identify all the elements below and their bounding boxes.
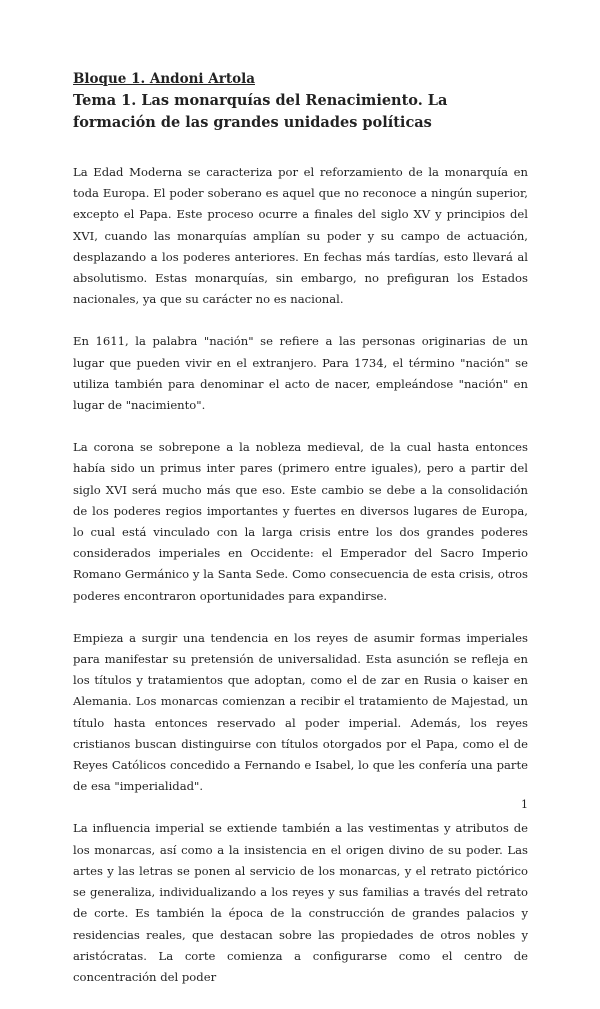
document-page <box>73 70 528 1009</box>
topic-title: Tema 1. Las monarquías del Renacimiento. La formación de las grandes unidades políticas <box>73 92 448 131</box>
paragraph-3: La corona se sobrepone a la nobleza medieval, de la cual hasta entonces había sido un primus inter pares (primero entre iguales), pero a partir del siglo XVI será mucho más que eso. Este cambio se debe a la consolidación de los poderes regios importantes y fuertes en diversos lugares de Europa, lo cual está vinculado con la larga crisis entre los dos grandes poderes considerados imperiales en Occidente: el Emperador del Sacro Imperio Romano Germánico y la Santa Sede. Como consecuencia de esta crisis, otros poderes encontraron oportunidades para expandirse. <box>73 440 528 603</box>
paragraph-2: En 1611, la palabra "nación" se refiere a las personas originarias de un lugar que pueden vivir en el extranjero. Para 1734, el término "nación" se utiliza también para denominar el acto de nacer, empleándose "nación" en lugar de "nacimiento". <box>73 334 528 413</box>
block-heading: Bloque 1. Andoni Artola <box>73 71 255 87</box>
paragraph-5: La influencia imperial se extiende también a las vestimentas y atributos de los monarcas, así como a la insistencia en el origen divino de su poder. Las artes y las letras se ponen al servicio de los monarcas, y el retrato pictórico se generaliza, individualizando a los reyes y sus familias a través del retrato de corte. Es también la época de la construcción de grandes palacios y residencias reales, que destacan sobre las propiedades de otros nobles y aristócratas. La corte comienza a configurarse como el centro de concentración del poder <box>73 821 528 984</box>
paragraph-4: Empieza a surgir una tendencia en los reyes de asumir formas imperiales para manifestar su pretensión de universalidad. Esta asunción se refleja en los títulos y tratamientos que adoptan, como el de zar en Rusia o kaiser en Alemania. Los monarcas comienzan a recibir el tratamiento de Majestad, un título hasta entonces reservado al poder imperial. Además, los reyes cristianos buscan distinguirse con títulos otorgados por el Papa, como el de Reyes Católicos concedido a Fernando e Isabel, lo que les confería una parte de esa "imperialidad". <box>73 630 528 794</box>
paragraph-1: La Edad Moderna se caracteriza por el reforzamiento de la monarquía en toda Europa. El poder soberano es aquel que no reconoce a ningún superior, excepto el Papa. Este proceso ocurre a finales del siglo XV y principios del XVI, cuando las monarquías amplían su poder y su campo de actuación, desplazando a los poderes anteriores. En fechas más tardías, esto llevará al absolutismo. Estas monarquías, sin embargo, no prefiguran los Estados nacionales, ya que su carácter no es nacional. <box>73 165 528 307</box>
page-number: 1 <box>521 798 528 811</box>
